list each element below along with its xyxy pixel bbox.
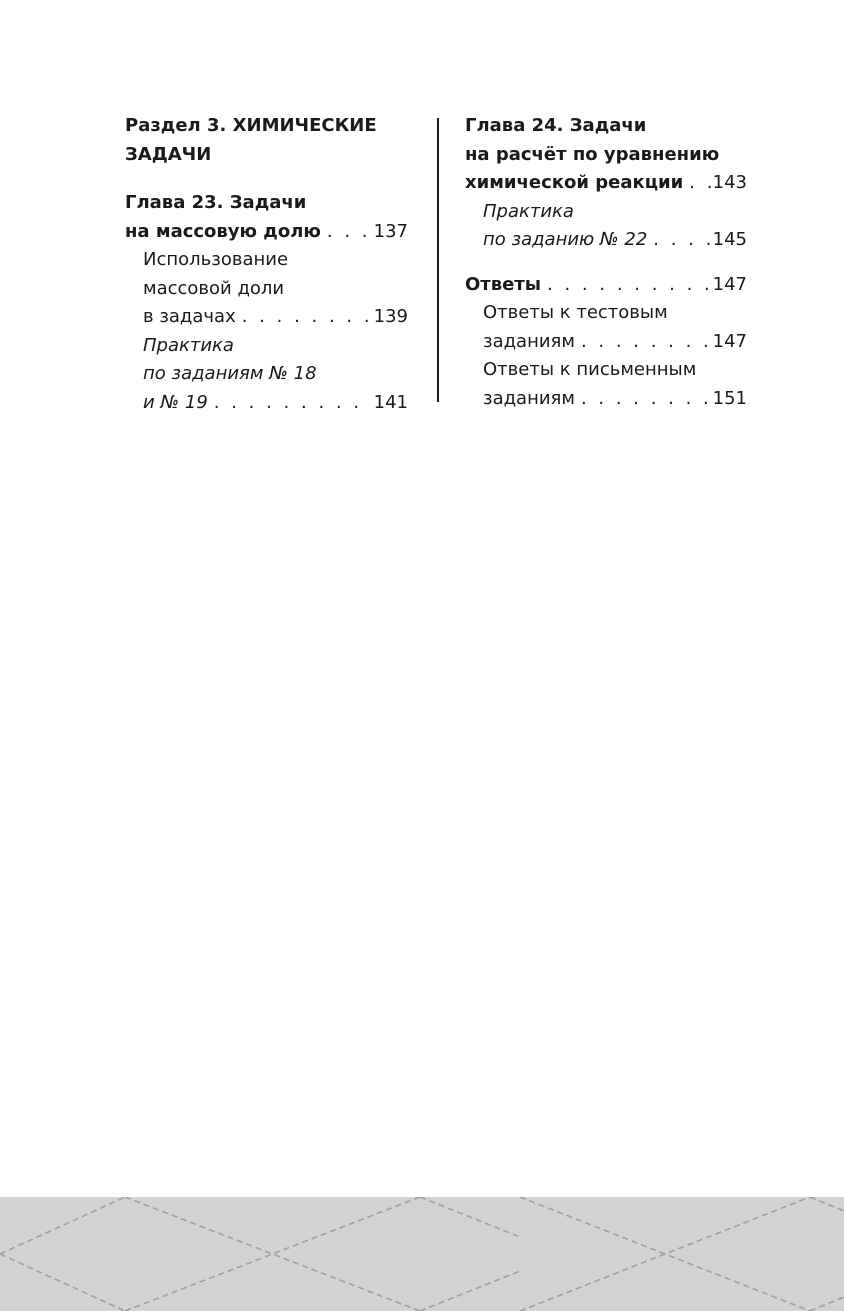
chapter-24-title: химической реакции: [465, 172, 684, 193]
toc-right-column: [465, 112, 747, 413]
toc-entry-mass-fraction-label: массовой доли: [143, 277, 285, 299]
page-number: 137: [373, 220, 408, 242]
entry-label: заданиям: [483, 330, 575, 352]
page-number: 139: [373, 306, 408, 327]
toc-entry-written-answers[interactable]: [465, 385, 747, 414]
dot-leader: [214, 389, 372, 418]
dot-leader: [689, 169, 710, 198]
page-number: 145: [712, 229, 747, 250]
dot-leader: [581, 385, 711, 414]
dot-leader: [653, 226, 710, 255]
toc-entry-practice-18-19[interactable]: [125, 389, 408, 418]
page-number: 147: [712, 273, 747, 295]
chapter-23-title: Глава 23. Задачи: [125, 192, 307, 213]
section-heading-line: Раздел 3. ХИМИЧЕСКИЕ: [125, 115, 377, 136]
toc-entry-test-answers-label: Ответы к тестовым: [483, 302, 668, 323]
column-divider: [437, 118, 439, 402]
toc-entry-written-answers-label: Ответы к письменным: [483, 359, 697, 380]
dot-leader: [547, 271, 711, 300]
dot-leader: [242, 303, 372, 332]
chapter-23-title: на массовую долю: [125, 220, 321, 242]
toc-entry-chapter-23[interactable]: [125, 218, 408, 247]
toc-entry-answers[interactable]: [465, 271, 747, 300]
toc-left-column: [125, 112, 408, 417]
toc-entry-chapter-24[interactable]: [465, 169, 747, 198]
dot-leader: [581, 328, 711, 357]
page-number: 151: [712, 387, 747, 409]
toc-entry-mass-fraction-label: Использование: [143, 249, 289, 270]
entry-label: в задачах: [143, 306, 236, 327]
chapter-24-title: на расчёт по уравнению: [465, 143, 720, 165]
entry-label: и № 19: [143, 391, 208, 413]
page-number: 143: [712, 172, 747, 193]
toc-entry-practice-label: по заданиям № 18: [143, 363, 317, 384]
dashed-diamond-pattern: [0, 1197, 844, 1311]
page-number: 141: [373, 391, 408, 413]
toc-entry-mass-fraction[interactable]: [125, 303, 408, 332]
page-number: 147: [712, 330, 747, 352]
toc-entry-test-answers[interactable]: [465, 328, 747, 357]
entry-label: заданиям: [483, 387, 575, 409]
section-heading-line: ЗАДАЧИ: [125, 143, 212, 165]
decorative-footer-band: [0, 1197, 844, 1311]
answers-title: Ответы: [465, 273, 542, 295]
dot-leader: [327, 218, 372, 247]
toc-entry-practice-label: Практика: [483, 200, 574, 222]
entry-label: по заданию № 22: [483, 229, 648, 250]
toc-entry-practice-22[interactable]: [465, 226, 747, 255]
toc-entry-practice-label: Практика: [143, 334, 234, 356]
chapter-24-title: Глава 24. Задачи: [465, 115, 647, 136]
